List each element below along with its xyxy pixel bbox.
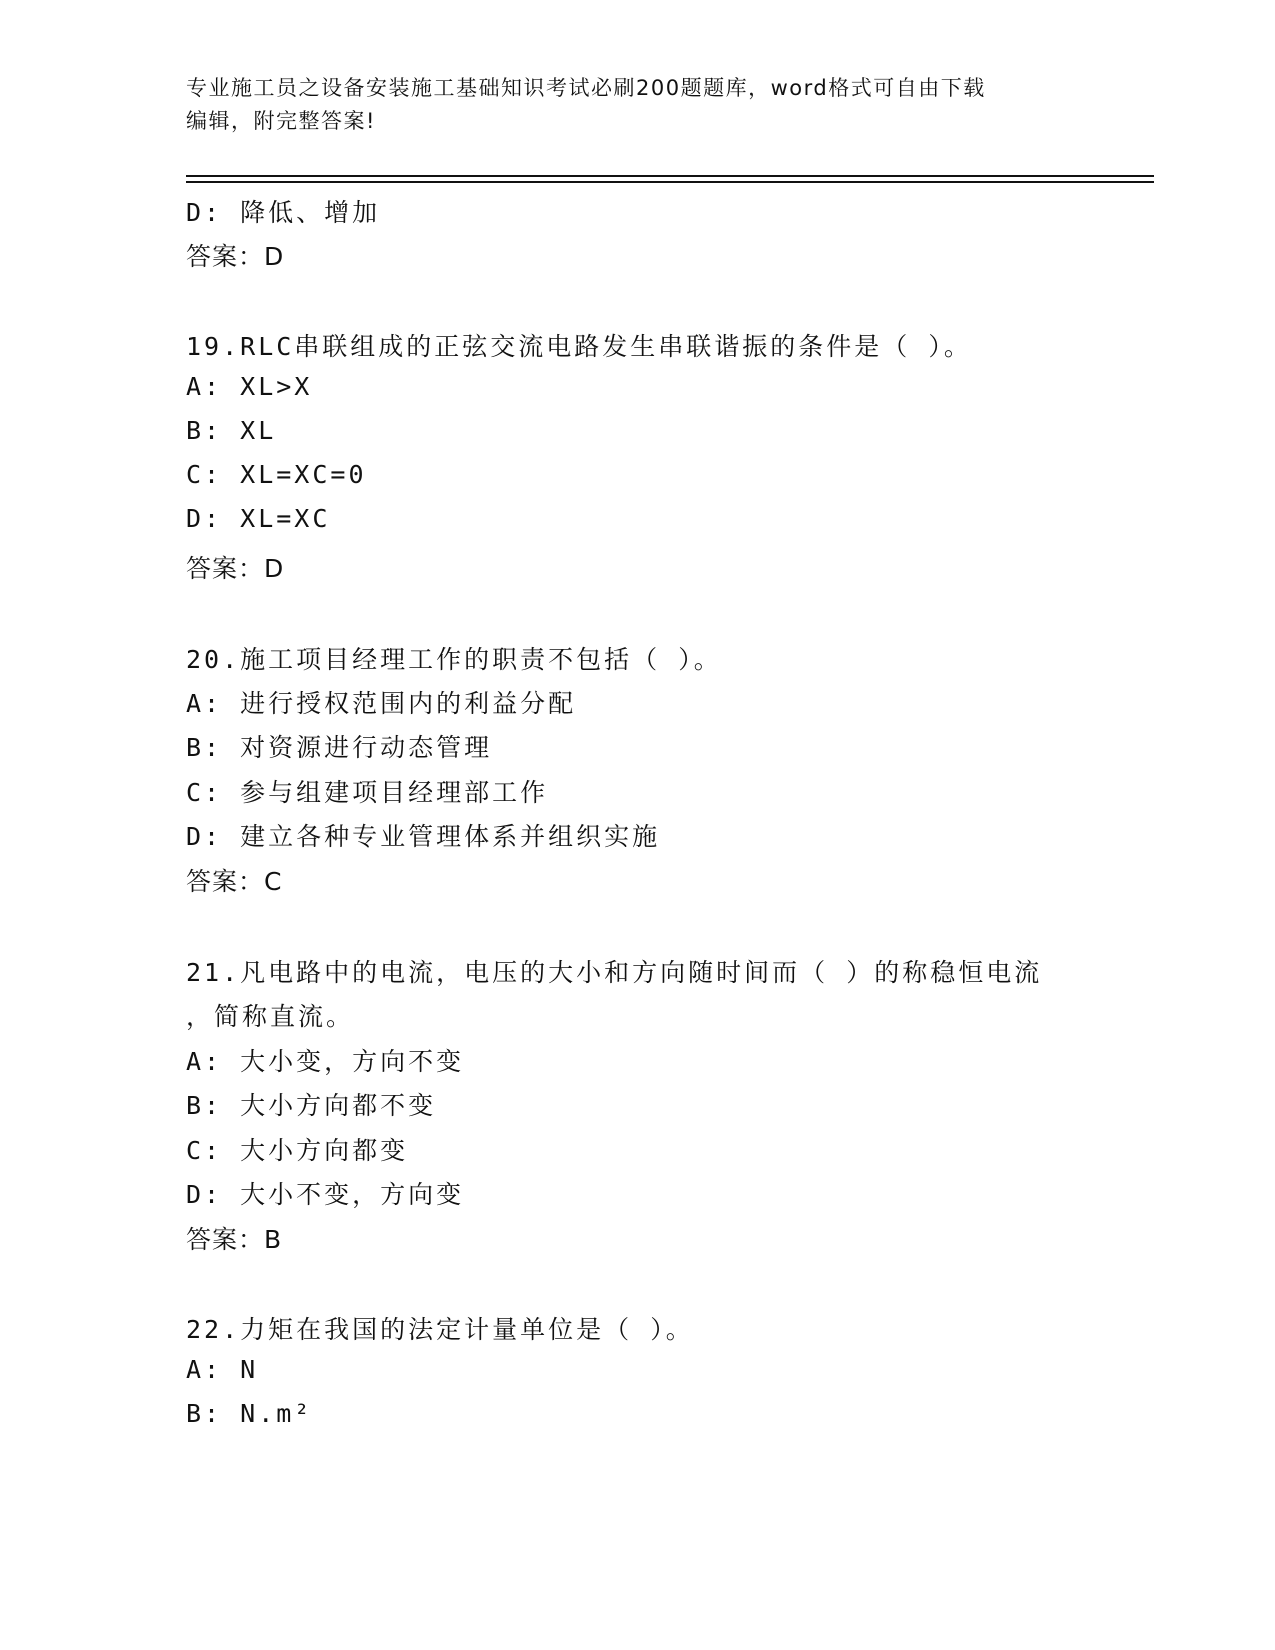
q20-option-a: A: 进行授权范围内的利益分配: [186, 689, 577, 718]
q21-option-d: D: 大小不变，方向变: [186, 1180, 465, 1209]
q22-question: 22.力矩在我国的法定计量单位是（ ）。: [186, 1315, 694, 1344]
q21-question-line-2: ，简称直流。: [186, 1002, 355, 1031]
q19-option-b: B: XL: [186, 416, 277, 445]
q22-option-a: A: N: [186, 1355, 259, 1384]
q21-option-a: A: 大小变，方向不变: [186, 1047, 465, 1076]
q19-option-c: C: XL=XC=0: [186, 460, 367, 489]
q19-option-d: D: XL=XC: [186, 504, 331, 533]
header-line-2: 编辑，附完整答案!: [186, 109, 376, 133]
q21-answer: 答案：B: [186, 1225, 283, 1254]
header-divider-top: [186, 175, 1154, 177]
header-divider-bottom: [186, 181, 1154, 183]
q20-option-b: B: 对资源进行动态管理: [186, 733, 493, 762]
q21-option-c: C: 大小方向都变: [186, 1136, 409, 1165]
q21-option-b: B: 大小方向都不变: [186, 1091, 437, 1120]
q19-question: 19.RLC串联组成的正弦交流电路发生串联谐振的条件是（ ）。: [186, 332, 972, 361]
q20-question: 20.施工项目经理工作的职责不包括（ ）。: [186, 645, 722, 674]
q20-answer: 答案：C: [186, 867, 283, 896]
q21-question-line-1: 21.凡电路中的电流，电压的大小和方向随时间而（ ）的称稳恒电流: [186, 958, 1043, 987]
q22-option-b: B: N.m²: [186, 1399, 313, 1428]
q18-option-d: D: 降低、增加: [186, 198, 381, 227]
q19-option-a: A: XL>X: [186, 372, 313, 401]
q20-option-d: D: 建立各种专业管理体系并组织实施: [186, 822, 661, 851]
document-header: [186, 72, 1086, 138]
q18-answer: 答案：D: [186, 242, 285, 271]
q20-option-c: C: 参与组建项目经理部工作: [186, 778, 549, 807]
header-line-1: 专业施工员之设备安装施工基础知识考试必刷200题题库，word格式可自由下载: [186, 76, 986, 100]
q19-answer: 答案：D: [186, 554, 285, 583]
